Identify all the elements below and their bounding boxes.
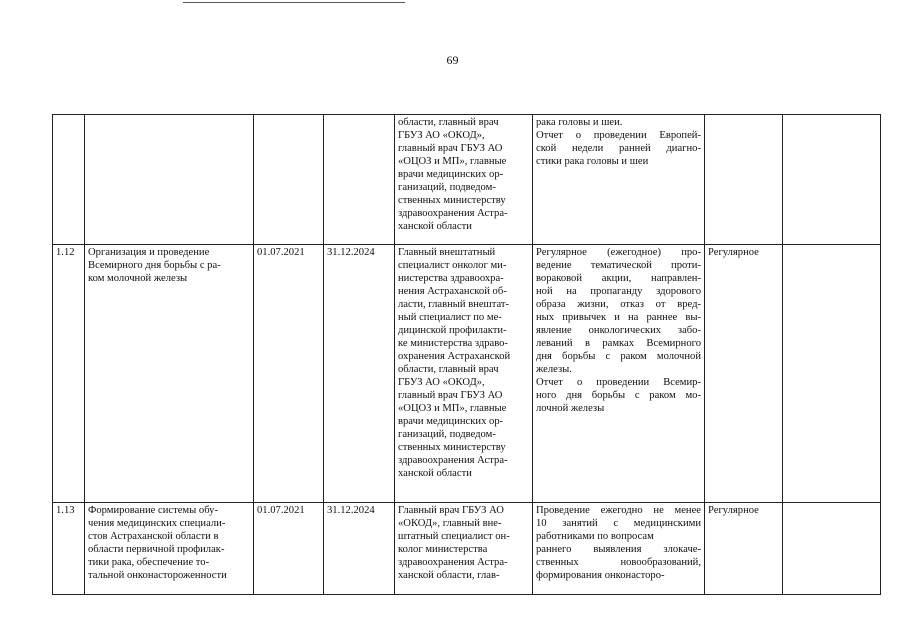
cell-line: здравоохранения Астра- (398, 208, 508, 219)
cell-line: 10 занятий с медицинскими (536, 518, 701, 529)
cell-line: Проведение ежегодно не менее (536, 505, 701, 516)
cell-start-date (254, 503, 324, 595)
cell-line: ственных министерству (398, 442, 506, 453)
cell-line: врачи медицинских ор- (398, 416, 504, 427)
cell-line: врачи медицинских ор- (398, 169, 504, 180)
cell-line: Главный внештатный (398, 247, 496, 258)
cell-line: ганизаций, подведом- (398, 182, 496, 193)
cell-activity (85, 503, 254, 595)
cell-line: области, главный врач (398, 117, 499, 128)
cell-line: тики рака, обеспечение то- (88, 557, 210, 568)
cell-line: области, главный врач (398, 364, 499, 375)
cell-line: стов Астраханской области в (88, 531, 219, 542)
cell-line: ственных новообразований, (536, 557, 701, 568)
cell-line: ный специалист по ме- (398, 312, 502, 323)
cell-text: 1.12 (56, 247, 75, 258)
cell-extra (783, 503, 881, 595)
cell-line: дицинской профилакти- (398, 325, 507, 336)
cell-line: нистерства здравоохра- (398, 273, 504, 284)
cell-line: штатный специалист он- (398, 531, 510, 542)
cell-line: ного дня борьбы с раком мо- (536, 390, 701, 401)
cell-line: леваний в рамках Всемирного (536, 338, 701, 349)
cell-line: охранения Астраханской (398, 351, 511, 362)
cell-text: 31.12.2024 (327, 505, 375, 516)
cell-line: работниками по вопросам (536, 531, 654, 542)
cell-text: Регулярное (708, 505, 759, 516)
cell-line: Организация и проведение (88, 247, 210, 258)
cell-line: здравоохранения Астра- (398, 557, 508, 568)
cell-line: образа жизни, отказ от вред- (536, 299, 701, 310)
cell-extra (783, 245, 881, 503)
cell-line: Всемирного дня борьбы с ра- (88, 260, 221, 271)
cell-line: ком молочной железы (88, 273, 188, 284)
cell-activity (85, 115, 254, 245)
cell-line: «ОКОД», главный вне- (398, 518, 502, 529)
cell-end-date (324, 503, 395, 595)
cell-line: стики рака головы и шеи (536, 156, 649, 167)
cell-line: ласти, главный внештат- (398, 299, 510, 310)
cell-line: области первичной профилак- (88, 544, 225, 555)
cell-line: ных привычек и на раннее вы- (536, 312, 701, 323)
table-row (53, 503, 881, 595)
table-row (53, 245, 881, 503)
cell-line: ке министерства здраво- (398, 338, 508, 349)
cell-line: ганизаций, подведом- (398, 429, 496, 440)
cell-line: ханской области, глав- (398, 570, 500, 581)
cell-line: Отчет о проведении Европей- (536, 130, 701, 141)
cell-extra (783, 115, 881, 245)
cell-line: Главный врач ГБУЗ АО (398, 505, 504, 516)
cell-number (53, 245, 85, 503)
cell-line: колог министерства (398, 544, 488, 555)
cell-responsible (395, 115, 533, 245)
cell-line: специалист онколог ми- (398, 260, 507, 271)
cell-text: 1.13 (56, 505, 75, 516)
cell-text: 31.12.2024 (327, 247, 375, 258)
cell-line: формирования онконасторо- (536, 570, 665, 581)
cell-line: ной на пропаганду здорового (536, 286, 701, 297)
cell-line: рака головы и шеи. (536, 117, 623, 128)
cell-line: главный врач ГБУЗ АО (398, 143, 503, 154)
plan-table (52, 114, 881, 595)
cell-line: Формирование системы обу- (88, 505, 219, 516)
cell-result (533, 245, 705, 503)
cell-line: здравоохранения Астра- (398, 455, 508, 466)
page-number: 69 (446, 53, 459, 67)
table-row (53, 115, 881, 245)
cell-line: «ОЦОЗ и МП», главные (398, 156, 507, 167)
cell-line: дня борьбы с раком молочной (536, 351, 701, 362)
cell-result (533, 115, 705, 245)
cell-number (53, 115, 85, 245)
cell-line: тальной онконастороженности (88, 570, 227, 581)
top-rule (183, 2, 405, 3)
cell-text: 01.07.2021 (257, 247, 305, 258)
cell-line: ГБУЗ АО «ОКОД», (398, 377, 485, 388)
cell-line: главный врач ГБУЗ АО (398, 390, 503, 401)
cell-text: 01.07.2021 (257, 505, 305, 516)
cell-line: нения Астраханской об- (398, 286, 507, 297)
cell-responsible (395, 245, 533, 503)
cell-start-date (254, 115, 324, 245)
cell-line: железы. (536, 364, 572, 375)
cell-line: «ОЦОЗ и МП», главные (398, 403, 507, 414)
cell-line: раннего выявления злокаче- (536, 544, 701, 555)
cell-result (533, 503, 705, 595)
cell-end-date (324, 115, 395, 245)
cell-line: ской недели ранней диагно- (536, 143, 701, 154)
cell-type (705, 245, 783, 503)
cell-line: лочной железы (536, 403, 605, 414)
cell-line: ханской области (398, 468, 472, 479)
cell-line: чения медицинских специали- (88, 518, 226, 529)
cell-start-date (254, 245, 324, 503)
cell-line: Регулярное (ежегодное) про- (536, 247, 701, 258)
cell-line: ГБУЗ АО «ОКОД», (398, 130, 485, 141)
cell-line: ханской области (398, 221, 472, 232)
cell-responsible (395, 503, 533, 595)
cell-line: Отчет о проведении Всемир- (536, 377, 701, 388)
cell-number (53, 503, 85, 595)
cell-activity (85, 245, 254, 503)
cell-text: Регулярное (708, 247, 759, 258)
cell-line: ведение тематической проти- (536, 260, 701, 271)
cell-end-date (324, 245, 395, 503)
cell-line: ственных министерству (398, 195, 506, 206)
cell-line: вораковой акции, направлен- (536, 273, 701, 284)
cell-type (705, 115, 783, 245)
cell-line: явление онкологических забо- (536, 325, 701, 336)
cell-type (705, 503, 783, 595)
